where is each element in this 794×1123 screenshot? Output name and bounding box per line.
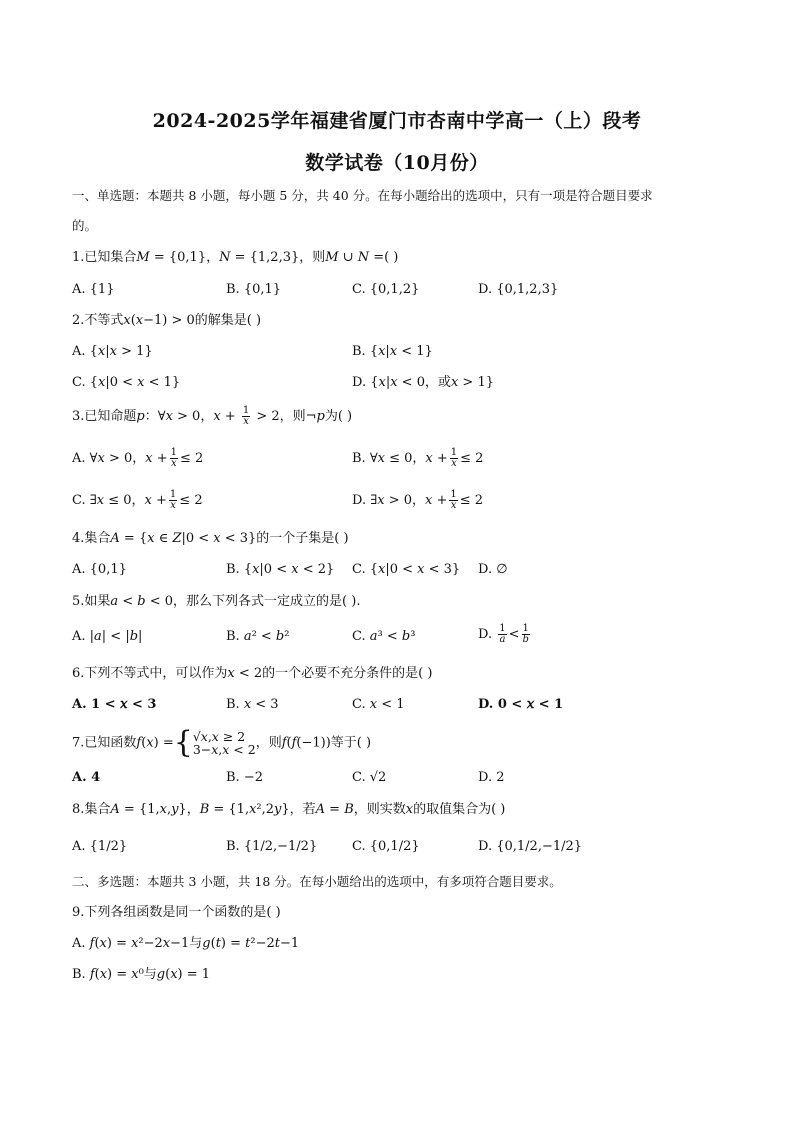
fraction: $\frac{1}{\text{𝑥}}$ [450,447,458,469]
q2-option-c: C. {𝑥|0 < 𝑥 < 1} [72,375,181,390]
q2-option-d: D. {𝑥|𝑥 < 0，或𝑥 > 1} [352,375,494,390]
q7-option-c: C. √2 [352,770,387,785]
q4-stem: 4.集合𝐴 = {𝑥 ∈ 𝑍|0 < 𝑥 < 3}的一个子集是( ) [72,531,349,546]
q9-option-a: A. 𝑓(𝑥) = 𝑥²−2𝑥−1与𝑔(𝑡) = 𝑡²−2𝑡−1 [72,936,300,951]
q8-option-b: B. {1/2,−1/2} [226,839,318,854]
piecewise-cases: √𝑥,𝑥 ≥ 2 3−𝑥,𝑥 < 2 [192,729,256,757]
section2-header: 二、多选题：本题共 3 小题，共 18 分。在每小题给出的选项中，有多项符合题目要求。 [72,874,562,889]
fraction: $\frac{1}{\text{𝑏}}$ [522,623,529,645]
q8-option-a: A. {1/2} [72,839,128,854]
q6-option-c: C. 𝑥 < 1 [352,697,405,712]
fraction: $\frac{1}{\text{𝑥}}$ [169,489,177,511]
q7-option-b: B. −2 [226,770,263,785]
q1-option-d: D. {0,1,2,3} [478,282,559,297]
q8-option-d: D. {0,1/2,−1/2} [478,839,583,854]
brace-symbol: { [173,725,193,760]
q5-option-d: D. $\frac{1}{\text{𝑎}}$ < $\frac{1}{\text{𝑏}}$ [478,623,529,645]
q8-option-c: C. {0,1/2} [352,839,420,854]
q5-stem: 5.如果𝑎 < 𝑏 < 0，那么下列各式一定成立的是( ). [72,594,361,609]
q6-option-d: D. 0 < 𝑥 < 1 [478,697,564,712]
q2-option-b: B. {𝑥|𝑥 < 1} [352,344,433,359]
q1-option-b: B. {0,1} [226,282,282,297]
q7-option-d: D. 2 [478,770,505,785]
q9-option-b: B. 𝑓(𝑥) = 𝑥⁰与𝑔(𝑥) = 1 [72,967,211,982]
q4-option-c: C. {𝑥|0 < 𝑥 < 3} [352,562,461,577]
q3-option-a: A. ∀𝑥 > 0，𝑥 + $\frac{1}{\text{𝑥}}$ ≤ 2 [72,447,204,469]
q6-option-b: B. 𝑥 < 3 [226,697,279,712]
q7-stem: 7.已知函数𝑓(𝑥) ={ √𝑥,𝑥 ≥ 2 3−𝑥,𝑥 < 2 ，则𝑓(𝑓(−1))等于( ) [72,725,372,760]
section1-header-cont: 的。 [72,218,98,233]
exam-title: 2024-2025学年福建省厦门市杏南中学高一（上）段考 [152,110,642,132]
fraction: $\frac{1}{\text{𝑥}}$ [450,489,457,511]
q4-option-d: D. ∅ [478,562,508,577]
q6-option-a: A. 1 < 𝑥 < 3 [72,697,157,712]
q5-option-a: A. |𝑎| < |𝑏| [72,629,143,644]
q9-stem: 9.下列各组函数是同一个函数的是( ) [72,905,281,920]
q5-option-c: C. 𝑎³ < 𝑏³ [352,629,416,644]
q4-option-b: B. {𝑥|0 < 𝑥 < 2} [226,562,335,577]
fraction: $\frac{1}{\text{𝑥}}$ [242,405,250,427]
exam-subtitle: 数学试卷（10月份） [305,152,489,174]
q3-option-b: B. ∀𝑥 ≤ 0，𝑥 + $\frac{1}{\text{𝑥}}$ ≤ 2 [352,447,484,469]
q3-option-c: C. ∃𝑥 ≤ 0，𝑥 + $\frac{1}{\text{𝑥}}$ ≤ 2 [72,489,203,511]
q3-option-d: D. ∃𝑥 > 0，𝑥 + $\frac{1}{\text{𝑥}}$ ≤ 2 [352,489,484,511]
q6-stem: 6.下列不等式中，可以作为𝑥 < 2的一个必要不充分条件的是( ) [72,666,433,681]
q2-stem: 2.不等式𝑥(𝑥−1) > 0的解集是( ) [72,313,262,328]
section1-header: 一、单选题：本题共 8 小题，每小题 5 分，共 40 分。在每小题给出的选项中，只有一项是符合题目要求 [72,188,653,203]
q4-option-a: A. {0,1} [72,562,127,577]
q1-option-c: C. {0,1,2} [352,282,420,297]
fraction: $\frac{1}{\text{𝑥}}$ [170,447,177,469]
q3-stem: 3.已知命题𝑝：∀𝑥 > 0，𝑥 + $\frac{1}{\text{𝑥}}$ > 2，则¬𝑝为( ) [72,405,353,427]
q7-option-a: A. 4 [72,770,101,785]
q1-stem: 1.已知集合𝑀 = {0,1}，𝑁 = {1,2,3}，则𝑀 ∪ 𝑁 =( ) [72,250,399,265]
q8-stem: 8.集合𝐴 = {1,𝑥,𝑦}，𝐵 = {1,𝑥²,2𝑦}，若𝐴 = 𝐵，则实数𝑥的取值集合为( ) [72,802,506,817]
fraction: $\frac{1}{\text{𝑎}}$ [499,623,506,645]
q1-option-a: A. {1} [72,282,115,297]
q2-option-a: A. {𝑥|𝑥 > 1} [72,344,153,359]
q5-option-b: B. 𝑎² < 𝑏² [226,629,290,644]
